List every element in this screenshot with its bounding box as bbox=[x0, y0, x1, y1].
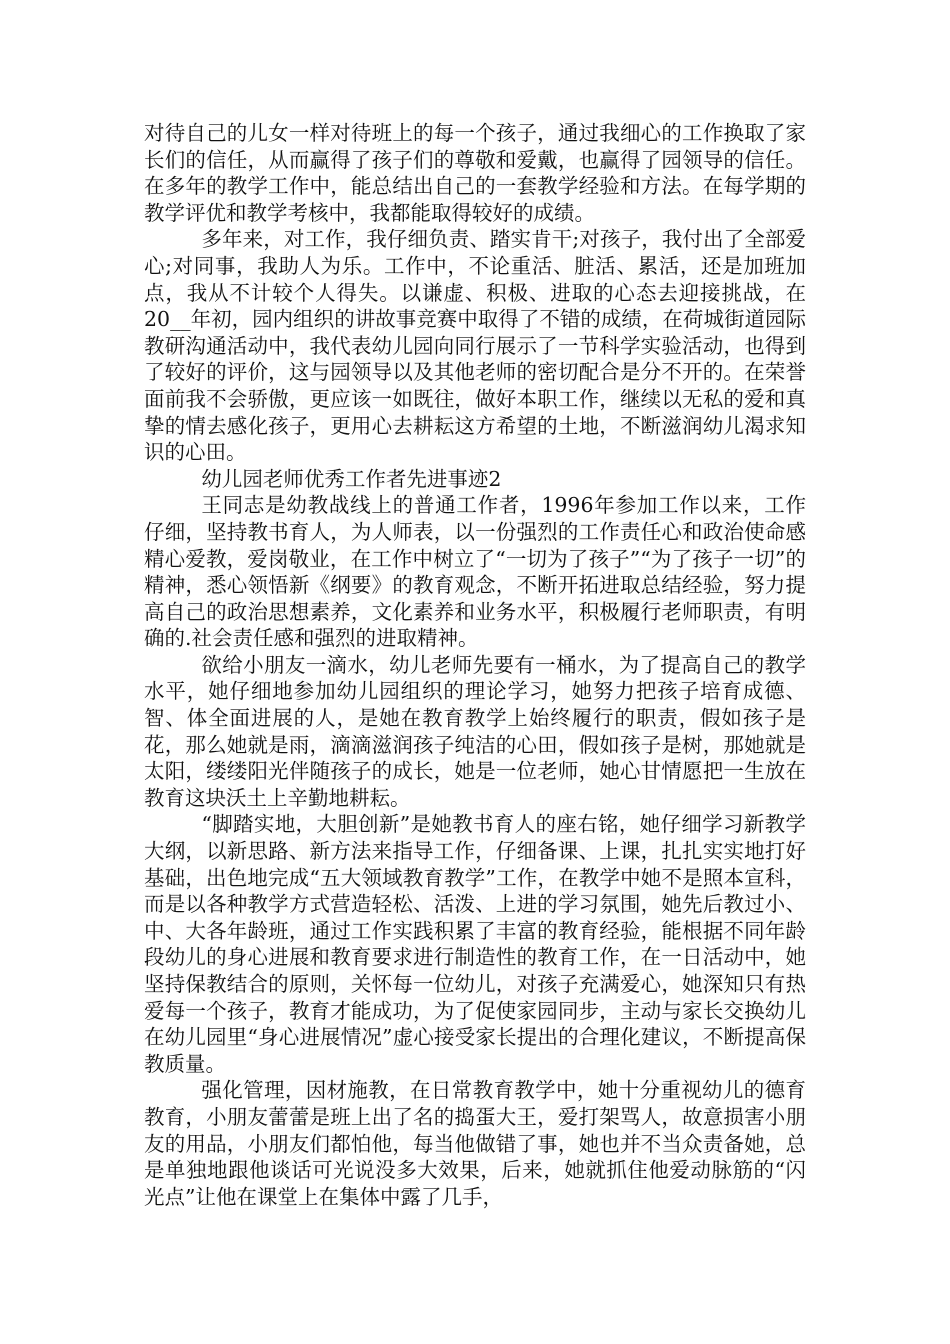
paragraph: 欲给小朋友一滴水，幼儿老师先要有一桶水，为了提高自己的教学水平，她仔细地参加幼儿园组织的理论学习，她努力把孩子培育成德、智、体全面进展的人，是她在教育教学上始终履行的职责，假如孩子是花，那么她就是雨，滴滴滋润孩子纯洁的心田，假如孩子是树，那她就是太阳，缕缕阳光伴随孩子的成长，她是一位老师，她心甘情愿把一生放在教育这块沃土上辛勤地耕耘。 bbox=[144, 652, 806, 810]
paragraph: 多年来，对工作，我仔细负责、踏实肯干;对孩子，我付出了全部爱心;对同事，我助人为乐。工作中，不论重活、脏活、累活，还是加班加点，我从不计较个人得失。以谦虚、积极、进取的心态去迎接挑战，在20__年初，园内组织的讲故事竞赛中取得了不错的成绩，在荷城街道园际教研沟通活动中，我代表幼儿园向同行展示了一节科学实验活动，也得到了较好的评价，这与园领导以及其他老师的密切配合是分不开的。在荣誉面前我不会骄傲，更应该一如既往，做好本职工作，继续以无私的爱和真挚的情去感化孩子，更用心去耕耘这方希望的土地，不断滋润幼儿渴求知识的心田。 bbox=[144, 227, 806, 465]
paragraph: 强化管理，因材施教，在日常教育教学中，她十分重视幼儿的德育教育，小朋友蕾蕾是班上出了名的捣蛋大王，爱打架骂人，故意损害小朋友的用品，小朋友们都怕他，每当他做错了事，她也并不当众责备她，总是单独地跟他谈话可光说没多大效果，后来，她就抓住他爱动脉筋的“闪光点”让他在课堂上在集体中露了几手， bbox=[144, 1078, 806, 1209]
paragraph: 王同志是幼教战线上的普通工作者，1996年参加工作以来，工作仔细，坚持教书育人，为人师表，以一份强烈的工作责任心和政治使命感精心爱教，爱岗敬业，在工作中树立了“一切为了孩子”“为了孩子一切”的精神，悉心领悟新《纲要》的教育观念，不断开拓进取总结经验，努力提高自己的政治思想素养，文化素养和业务水平，积极履行老师职责，有明确的.社会责任感和强烈的进取精神。 bbox=[144, 493, 806, 651]
paragraph: “脚踏实地，大胆创新”是她教书育人的座右铭，她仔细学习新教学大纲，以新思路、新方法来指导工作，仔细备课、上课，扎扎实实地打好基础，出色地完成“五大领域教育教学”工作，在教学中她不是照本宣科，而是以各种教学方式营造轻松、活泼、上进的学习氛围，她先后教过小、中、大各年龄班，通过工作实践积累了丰富的教育经验，能根据不同年龄段幼儿的身心进展和教育要求进行制造性的教育工作，在一日活动中，她坚持保教结合的原则，关怀每一位幼儿，对孩子充满爱心，她深知只有热爱每一个孩子，教育才能成功，为了促使家园同步，主动与家长交换幼儿在幼儿园里“身心进展情况”虚心接受家长提出的合理化建议，不断提高保教质量。 bbox=[144, 812, 806, 1076]
document-page bbox=[144, 120, 806, 1210]
paragraph-continuation: 对待自己的儿女一样对待班上的每一个孩子，通过我细心的工作换取了家长们的信任，从而赢得了孩子们的尊敬和爱戴，也赢得了园领导的信任。在多年的教学工作中，能总结出自己的一套教学经验和方法。在每学期的教学评优和教学考核中，我都能取得较好的成绩。 bbox=[144, 121, 806, 225]
section-heading: 幼儿园老师优秀工作者先进事迹2 bbox=[201, 466, 502, 491]
